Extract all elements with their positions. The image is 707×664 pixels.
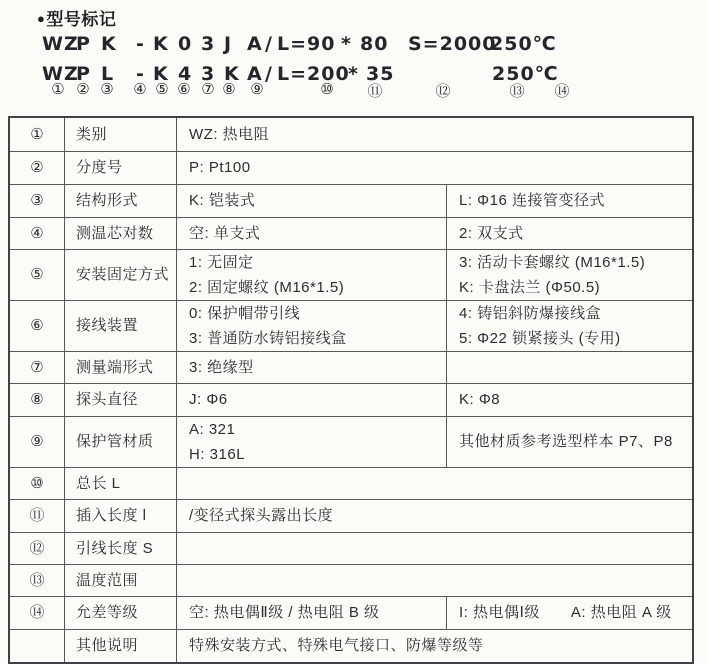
- value-line: K: 铠装式: [189, 192, 256, 210]
- value-line: A: 321: [189, 421, 236, 438]
- model-code-token: P: [76, 63, 91, 85]
- row-number-cell: ⑥: [10, 301, 65, 351]
- table-row: [10, 596, 692, 629]
- value-line: 5: Φ22 锁紧接头 (专用): [459, 329, 621, 347]
- row-label-cell: 插入长度 l: [65, 500, 177, 532]
- value-line: L: Φ16 连接管变径式: [459, 192, 605, 210]
- row-values-cell: [177, 597, 446, 629]
- model-code-token: -: [136, 63, 145, 85]
- row-label-cell: 安装固定方式: [65, 250, 177, 300]
- row-values-cell: [177, 565, 692, 596]
- row-values-cell: [177, 185, 446, 217]
- model-code-token: WZ: [42, 63, 79, 85]
- value-line: 其他材质参考选型样本 P7、P8: [459, 433, 673, 451]
- value-line: 3: 活动卡套螺纹 (M16*1.5): [459, 254, 646, 271]
- circled-index: ⑥: [177, 81, 191, 98]
- table-row: [10, 499, 692, 532]
- table-row: [10, 217, 692, 249]
- row-values-cell: [177, 500, 692, 532]
- row-label-cell: 测量端形式: [65, 352, 177, 383]
- row-label-cell: 测温芯对数: [65, 218, 177, 249]
- value-line: 特殊安装方式、特殊电气接口、防爆等级等: [189, 637, 484, 655]
- row-values-cell-right: [446, 185, 692, 217]
- model-code-token: K: [101, 33, 117, 55]
- row-values-cell: [177, 352, 446, 383]
- value-line: 2: 双支式: [459, 224, 524, 242]
- row-values-cell: [177, 301, 446, 351]
- model-code-token: L=90: [277, 33, 336, 55]
- model-code-token: /: [265, 33, 273, 55]
- page-title-text: 型号标记: [46, 10, 117, 29]
- value-line: H: 316L: [189, 445, 246, 463]
- row-number-cell: ⑩: [10, 468, 65, 499]
- circled-index: ④: [133, 81, 147, 98]
- circled-index: ⑭: [554, 83, 570, 100]
- row-values-cell: [177, 152, 692, 184]
- table-row: [10, 118, 692, 151]
- table-row: [10, 249, 692, 300]
- row-label-cell: 总长 L: [65, 468, 177, 499]
- value-line: 3: 普通防水铸铝接线盒: [189, 329, 347, 347]
- model-code-token: 3: [201, 33, 216, 55]
- table-row: [10, 184, 692, 217]
- circled-index: ⑪: [367, 83, 383, 100]
- row-values-cell-right: [446, 250, 692, 300]
- row-values-cell: [177, 533, 692, 564]
- table-row: [10, 564, 692, 596]
- circled-index: ①: [51, 81, 65, 98]
- model-code-token: A: [247, 63, 263, 85]
- circled-index: ⑬: [509, 83, 525, 100]
- model-code-token: 35: [366, 63, 395, 85]
- table-row: [10, 416, 692, 467]
- row-values-cell: [177, 250, 446, 300]
- value-line: /变径式探头露出长度: [189, 507, 334, 525]
- row-number-cell: ⑪: [10, 500, 65, 532]
- row-label-cell: 温度范围: [65, 565, 177, 596]
- row-number-cell: ⑧: [10, 384, 65, 416]
- row-number-cell: ⑭: [10, 597, 65, 629]
- row-values-cell: [177, 384, 446, 416]
- model-code-token: L: [101, 63, 115, 85]
- model-code-token: K: [224, 63, 240, 85]
- spec-table: [8, 116, 694, 664]
- row-number-cell: ④: [10, 218, 65, 249]
- row-values-cell-right: [446, 417, 692, 467]
- model-code-token: 4: [178, 63, 193, 85]
- value-line: K: 卡盘法兰 (Φ50.5): [459, 278, 601, 296]
- table-row: [10, 629, 692, 662]
- model-code-token: 250℃: [492, 63, 559, 85]
- model-code-token: S=2000: [408, 33, 497, 55]
- circled-index: ⑤: [155, 81, 169, 98]
- model-code-token: K: [153, 63, 169, 85]
- circled-index: ⑩: [320, 81, 334, 98]
- table-row: [10, 300, 692, 351]
- row-values-cell-right: [446, 301, 692, 351]
- circled-index: ③: [100, 81, 114, 98]
- value-line: WZ: 热电阻: [189, 125, 270, 143]
- row-values-cell: [177, 218, 446, 249]
- row-label-cell: 保护管材质: [65, 417, 177, 467]
- table-row: [10, 532, 692, 564]
- value-line: 0: 保护帽带引线: [189, 305, 301, 322]
- row-label-cell: 探头直径: [65, 384, 177, 416]
- row-values-cell: [177, 630, 692, 662]
- circled-index: ⑧: [222, 81, 236, 98]
- row-values-cell: [177, 118, 692, 151]
- value-line: K: Φ8: [459, 391, 501, 409]
- table-row: [10, 383, 692, 416]
- value-line: 4: 铸铝斜防爆接线盒: [459, 305, 602, 322]
- row-values-cell-right: [446, 352, 692, 383]
- circled-index: ②: [76, 81, 90, 98]
- table-row: [10, 351, 692, 383]
- row-number-cell: ③: [10, 185, 65, 217]
- circled-index: ⑦: [201, 81, 215, 98]
- value-line: 3: 绝缘型: [189, 358, 254, 376]
- row-label-cell: 允差等级: [65, 597, 177, 629]
- model-code-token: P: [76, 33, 91, 55]
- row-label-cell: 引线长度 S: [65, 533, 177, 564]
- model-code-token: /: [265, 63, 273, 85]
- model-code-token: *: [341, 33, 352, 55]
- row-values-cell: [177, 417, 446, 467]
- value-line: 空: 单支式: [189, 224, 261, 242]
- row-number-cell: ①: [10, 118, 65, 151]
- model-code-token: 250℃: [490, 33, 557, 55]
- value-line: P: Pt100: [189, 159, 251, 177]
- row-label-cell: 其他说明: [65, 630, 177, 662]
- circled-index: ⑫: [435, 83, 451, 100]
- row-values-cell: [177, 468, 692, 499]
- model-code-token: 3: [201, 63, 216, 85]
- row-values-cell-right: [446, 384, 692, 416]
- value-line: 2: 固定螺纹 (M16*1.5): [189, 278, 345, 296]
- row-number-cell: ②: [10, 152, 65, 184]
- table-row: [10, 151, 692, 184]
- row-number-cell: ⑨: [10, 417, 65, 467]
- page-title: [37, 5, 116, 30]
- model-code-token: -: [136, 33, 145, 55]
- circled-index: ⑨: [250, 81, 264, 98]
- bullet-icon: ●: [37, 11, 46, 26]
- row-number-cell: ⑫: [10, 533, 65, 564]
- model-code-token: L=200: [277, 63, 350, 85]
- row-label-cell: 类别: [65, 118, 177, 151]
- row-label-cell: 结构形式: [65, 185, 177, 217]
- model-code-token: J: [224, 33, 233, 55]
- row-number-cell: ⑦: [10, 352, 65, 383]
- value-line: 1: 无固定: [189, 254, 254, 271]
- row-values-cell-right: [446, 597, 692, 629]
- model-code-token: 0: [178, 33, 193, 55]
- row-number-cell: ⑬: [10, 565, 65, 596]
- row-number-cell: ⑤: [10, 250, 65, 300]
- model-code-token: WZ: [42, 33, 79, 55]
- row-values-cell-right: [446, 218, 692, 249]
- table-row: [10, 467, 692, 499]
- row-label-cell: 分度号: [65, 152, 177, 184]
- row-number-cell: [10, 630, 65, 662]
- row-label-cell: 接线装置: [65, 301, 177, 351]
- value-line: 空: 热电偶Ⅱ级 / 热电阻 B 级: [189, 604, 380, 622]
- value-line: I: 热电偶Ⅰ级 A: 热电阻 A 级: [459, 604, 672, 622]
- value-line: J: Φ6: [189, 391, 228, 409]
- model-code-token: 80: [360, 33, 389, 55]
- model-code-token: A: [247, 33, 263, 55]
- model-code-token: K: [153, 33, 169, 55]
- model-code-token: *: [348, 63, 359, 85]
